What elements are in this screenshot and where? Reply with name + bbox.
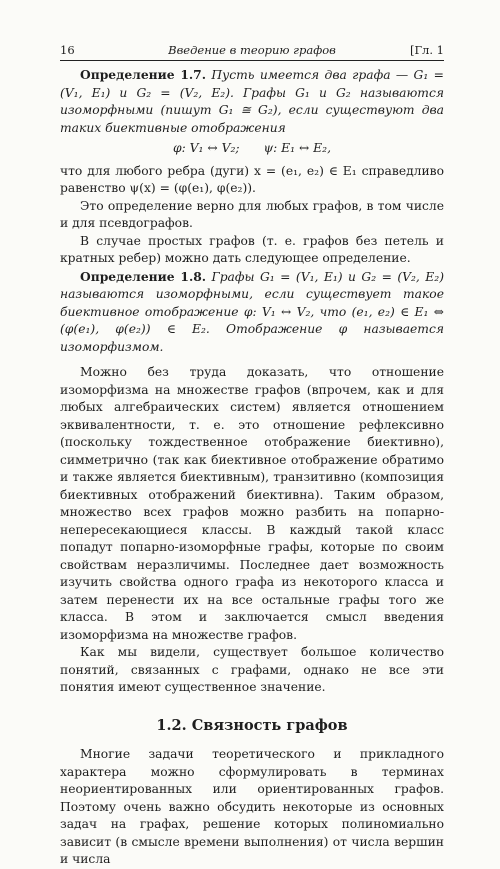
running-header — [60, 40, 444, 61]
paragraph: В случае простых графов (т. е. графов без петель и кратных ребер) можно дать следующее определение. — [60, 233, 444, 265]
page-number: 16 — [60, 43, 75, 57]
section-title: 1.2. Связность графов — [156, 716, 348, 734]
definition-label: Определение 1.7. — [80, 67, 206, 82]
formula-psi: ψ: E₁ ↔ E₂, — [263, 141, 331, 155]
page-body — [60, 66, 444, 869]
paragraph: Это определение верно для любых графов, в том числе и для псевдографов. — [60, 198, 444, 230]
definition-label: Определение 1.8. — [80, 268, 207, 284]
definition-1-8 — [60, 268, 444, 357]
definition-tail: что для любого ребра (дуги) x = (e₁, e₂) ∈ E₁ справедливо равенство ψ(x) = (φ(e₁), φ(e₂)). — [60, 163, 444, 195]
formula-phi: φ: V₁ ↔ V₂; — [172, 141, 240, 155]
definition-text: Графы G₁ = (V₁, E₁) и G₂ = (V₂, E₂) называются изоморфными, если существует такое биективное отображение φ: V₁ ↔ V₂, что (e₁, e₂) ∈ E₁ ⇔ (φ(e₁), φ(e₂)) ∈ E₂. Отображение φ называется изоморфизмом. — [60, 269, 444, 354]
paragraph: Можно без труда доказать, что отношение изоморфизма на множестве графов (впрочем, как и для любых алгебраических систем) является отношением эквивалентности, т. е. это отношение рефлексивно (поскольку тождественное отображение биективно), симметрично (так как биективное отображение обратимо и также является биективным), транзитивно (композиция биективных отображений биективна). Таким образом, множество всех графов можно разбить на попарно-непересекающиеся классы. В каждый такой класс попадут попарно-изоморфные графы, которые по своим свойствам неразличимы. Последнее дает возможность изучить свойства одного графа из некоторого класса и затем перенести их на все остальные графы того же класса. В этом и заключается смысл введения изоморфизма на множестве графов. — [60, 365, 444, 642]
section-paragraph: Многие задачи теоретического и прикладного характера можно сформулировать в терминах неориентированных или ориентированных графов. Поэтому очень важно обсудить некоторые из основных задач на графах, решение которых полиномиально зависит (в смысле времени выполнения) от числа вершин и числа — [60, 747, 444, 866]
chapter-marker: [Гл. 1 — [409, 43, 444, 57]
paragraph: Как мы видели, существует большое количество понятий, связанных с графами, однако не все эти понятия имеют существенное значение. — [60, 645, 444, 694]
definition-1-7 — [60, 66, 444, 137]
definition-text: Пусть имеется два графа — G₁ = (V₁, E₁) и G₂ = (V₂, E₂). Графы G₁ и G₂ называются изоморфными (пишут G₁ ≅ G₂), если существуют два таких биективные отображения — [60, 68, 444, 135]
running-title: Введение в теорию графов — [168, 43, 336, 57]
formula-bijections — [60, 140, 444, 158]
